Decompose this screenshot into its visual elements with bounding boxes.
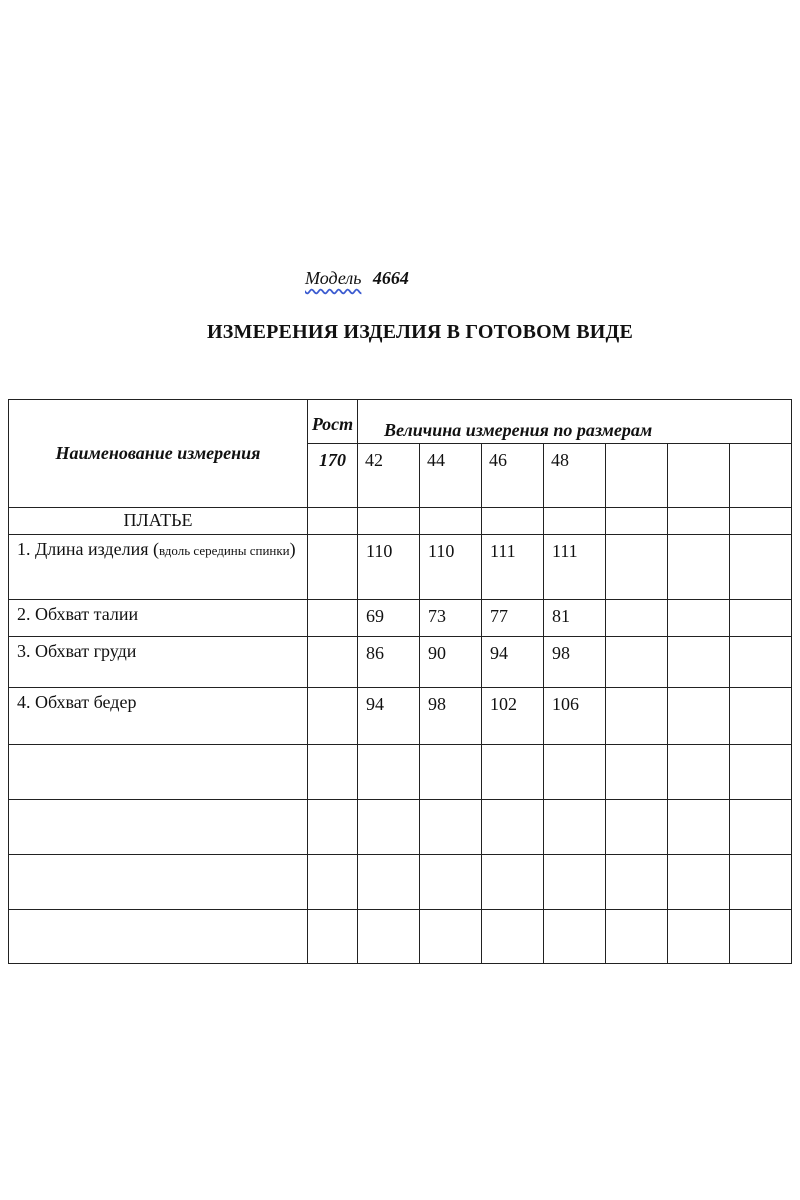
row-label-length xyxy=(9,535,308,600)
empty-cell xyxy=(668,745,730,800)
value-cell: 98 xyxy=(544,637,606,688)
model-line xyxy=(305,268,409,289)
empty-cell xyxy=(668,800,730,855)
model-number: 4664 xyxy=(372,268,409,288)
header-measurement-name: Наименование измерения xyxy=(9,400,308,508)
empty-cell xyxy=(308,910,358,964)
value-cell xyxy=(668,535,730,600)
size-header xyxy=(668,444,730,508)
empty-cell xyxy=(730,910,792,964)
empty-cell xyxy=(482,508,544,535)
value-cell xyxy=(668,637,730,688)
empty-cell xyxy=(606,800,668,855)
model-label: Модель xyxy=(305,268,362,288)
size-header xyxy=(606,444,668,508)
value-cell: 69 xyxy=(358,600,420,637)
empty-cell xyxy=(420,745,482,800)
value-cell: 90 xyxy=(420,637,482,688)
value-cell: 106 xyxy=(544,688,606,745)
empty-cell xyxy=(544,800,606,855)
empty-cell xyxy=(420,508,482,535)
document-title: ИЗМЕРЕНИЯ ИЗДЕЛИЯ В ГОТОВОМ ВИДЕ xyxy=(207,321,633,343)
value-cell xyxy=(606,600,668,637)
empty-cell xyxy=(9,800,308,855)
empty-cell xyxy=(606,508,668,535)
size-header: 48 xyxy=(544,444,606,508)
empty-cell xyxy=(482,910,544,964)
empty-cell xyxy=(730,800,792,855)
empty-cell xyxy=(358,508,420,535)
value-cell xyxy=(730,637,792,688)
empty-cell xyxy=(358,855,420,910)
empty-cell xyxy=(358,910,420,964)
empty-cell xyxy=(544,855,606,910)
empty-cell xyxy=(544,745,606,800)
row-label-waist: 2. Обхват талии xyxy=(9,600,308,637)
value-cell xyxy=(668,688,730,745)
empty-cell xyxy=(606,745,668,800)
empty-cell xyxy=(358,745,420,800)
size-header: 46 xyxy=(482,444,544,508)
value-cell: 81 xyxy=(544,600,606,637)
size-header: 44 xyxy=(420,444,482,508)
empty-cell xyxy=(9,745,308,800)
value-cell xyxy=(606,688,668,745)
size-header xyxy=(730,444,792,508)
empty-cell xyxy=(308,637,358,688)
measurements-table xyxy=(8,399,792,964)
value-cell xyxy=(606,535,668,600)
empty-cell xyxy=(606,910,668,964)
value-cell xyxy=(730,688,792,745)
header-sizes-title: Величина измерения по размерам xyxy=(358,400,792,444)
empty-cell xyxy=(730,508,792,535)
value-cell xyxy=(606,637,668,688)
empty-cell xyxy=(730,855,792,910)
value-cell xyxy=(730,535,792,600)
row-label-hips: 4. Обхват бедер xyxy=(9,688,308,745)
value-cell xyxy=(730,600,792,637)
value-cell: 110 xyxy=(358,535,420,600)
row-label-text: 1. Длина изделия ( xyxy=(17,539,159,559)
empty-cell xyxy=(9,910,308,964)
value-cell xyxy=(668,600,730,637)
empty-cell xyxy=(420,800,482,855)
empty-cell xyxy=(482,800,544,855)
value-cell: 94 xyxy=(358,688,420,745)
empty-cell xyxy=(606,855,668,910)
row-label-close: ) xyxy=(289,539,296,559)
empty-cell xyxy=(308,688,358,745)
value-cell: 102 xyxy=(482,688,544,745)
header-height-label: Рост xyxy=(308,400,358,444)
value-cell: 98 xyxy=(420,688,482,745)
empty-cell xyxy=(668,910,730,964)
empty-cell xyxy=(668,508,730,535)
empty-cell xyxy=(308,535,358,600)
empty-cell xyxy=(308,855,358,910)
header-height-value: 170 xyxy=(308,444,358,508)
empty-cell xyxy=(544,910,606,964)
size-header: 42 xyxy=(358,444,420,508)
value-cell: 110 xyxy=(420,535,482,600)
empty-cell xyxy=(308,745,358,800)
value-cell: 86 xyxy=(358,637,420,688)
value-cell: 77 xyxy=(482,600,544,637)
empty-cell xyxy=(308,600,358,637)
empty-cell xyxy=(420,855,482,910)
row-label-chest: 3. Обхват груди xyxy=(9,637,308,688)
empty-cell xyxy=(420,910,482,964)
empty-cell xyxy=(482,745,544,800)
value-cell: 73 xyxy=(420,600,482,637)
value-cell: 111 xyxy=(482,535,544,600)
empty-cell xyxy=(358,800,420,855)
empty-cell xyxy=(730,745,792,800)
section-title: ПЛАТЬЕ xyxy=(9,508,308,535)
empty-cell xyxy=(9,855,308,910)
empty-cell xyxy=(482,855,544,910)
value-cell: 94 xyxy=(482,637,544,688)
row-label-note: вдоль середины спинки xyxy=(158,543,290,558)
empty-cell xyxy=(308,508,358,535)
empty-cell xyxy=(544,508,606,535)
empty-cell xyxy=(308,800,358,855)
empty-cell xyxy=(668,855,730,910)
value-cell: 111 xyxy=(544,535,606,600)
